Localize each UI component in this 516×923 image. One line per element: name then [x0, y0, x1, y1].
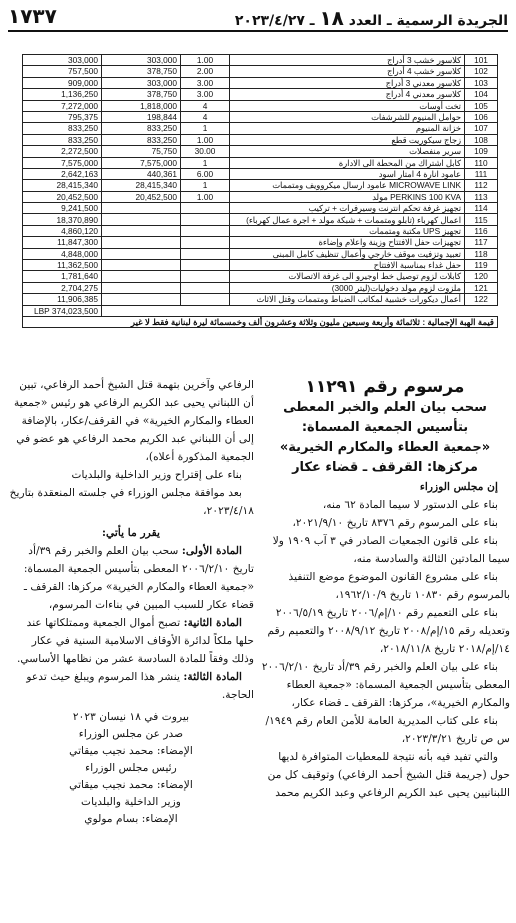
row-number: 106: [465, 111, 498, 122]
row-total: 4,848,000: [23, 248, 102, 259]
table-row: [23, 214, 498, 225]
left-text: [8, 376, 254, 520]
right-column: [260, 376, 510, 802]
article: [8, 614, 254, 668]
row-qty: 4: [181, 111, 230, 122]
row-price: [102, 294, 181, 305]
preamble-paragraph: بناء على الدستور لا سيما المادة ٦٢ منه،: [322, 498, 498, 511]
row-qty: 1: [181, 123, 230, 134]
row-qty: [181, 282, 230, 293]
table-row: [23, 203, 498, 214]
row-price: 198,844: [102, 111, 181, 122]
table-row: [23, 225, 498, 236]
gazette-title: [235, 6, 508, 30]
article-heading: المادة الأولى:: [181, 544, 242, 557]
table-row: [23, 294, 498, 305]
row-total: 4,860,120: [23, 225, 102, 236]
signature-line: بيروت في ١٨ نيسان ٢٠٢٣: [72, 710, 190, 723]
row-qty: [181, 237, 230, 248]
preamble-paragraph: بناء على قانون الجمعيات الصادر في ٣ آب ١٩٠٩ ولا سيما المادتين الثالثة والسادسة منه،: [272, 534, 510, 565]
row-qty: 1.00: [181, 55, 230, 66]
row-description: PERKINS 100 KVA مولد: [230, 191, 465, 202]
body-paragraph: بناء على إقتراح وزير الداخلية والبلديات: [71, 468, 242, 481]
row-qty: [181, 294, 230, 305]
row-description: تجهيز غرفة تحكم انترنت وسيرفرات + تركيب: [230, 203, 465, 214]
association-name: «جمعية العطاء والمكارم الخيرية»: [279, 440, 491, 455]
table-row: [23, 89, 498, 100]
row-number: 114: [465, 203, 498, 214]
row-total: 11,362,500: [23, 260, 102, 271]
table-row: [23, 146, 498, 157]
row-qty: 3.00: [181, 89, 230, 100]
row-number: 110: [465, 157, 498, 168]
row-description: تجهيزات حفل الافتتاح وزينة واعلام وإضاءة: [230, 237, 465, 248]
row-price: [102, 237, 181, 248]
row-total: 20,452,500: [23, 191, 102, 202]
page-number: ١٧٣٧: [8, 4, 57, 28]
row-description: كلاسور خشب 3 أدراج: [230, 55, 465, 66]
row-total: 1,136,250: [23, 89, 102, 100]
row-number: 103: [465, 77, 498, 88]
row-qty: 1.00: [181, 134, 230, 145]
row-price: [102, 225, 181, 236]
row-total: 9,241,500: [23, 203, 102, 214]
row-description: تعبيد وتزفيت موقف خارجي وأعمال تنظيف كامل المبنى: [230, 248, 465, 259]
row-qty: 4: [181, 100, 230, 111]
row-number: 108: [465, 134, 498, 145]
row-price: 303,000: [102, 77, 181, 88]
grand-total: LBP 374,023,500: [23, 305, 102, 316]
row-price: [102, 248, 181, 259]
row-number: 105: [465, 100, 498, 111]
article-heading: المادة الثالثة:: [183, 670, 242, 683]
row-qty: [181, 260, 230, 271]
table-row: [23, 237, 498, 248]
association-seat: مركزها: القرقف ـ قضاء عكار: [292, 460, 478, 475]
row-number: 101: [465, 55, 498, 66]
table-row: [23, 111, 498, 122]
row-price: 833,250: [102, 134, 181, 145]
row-total: 7,272,000: [23, 100, 102, 111]
row-number: 113: [465, 191, 498, 202]
decree-subject: سحب بيان العلم والخبر المعطى بتأسيس الجمعية المسماة:: [283, 400, 487, 435]
row-price: [102, 282, 181, 293]
signature-line: رئيس مجلس الوزراء: [85, 761, 177, 774]
row-price: 1,818,000: [102, 100, 181, 111]
row-description: ملزوت لزوم مولد دخوليات(ليتر 3000): [230, 282, 465, 293]
row-total: 28,415,340: [23, 180, 102, 191]
table-row: [23, 191, 498, 202]
preamble-paragraph: بناء على التعميم رقم ١٠/إم/٢٠٠٦ تاريخ ٢٠٠٦/٥/١٩ وتعديله رقم ١٥/إم/٢٠٠٨ تاريخ ٢٠٠٨/٩/١٢ والتعميم رقم ١٤/إم/٢٠١٨ تاريخ ٢٠١٨/١١/٨،: [267, 606, 510, 655]
total-row: [23, 305, 498, 316]
row-qty: [181, 271, 230, 282]
row-price: 7,575,000: [102, 157, 181, 168]
article-text: ينشر هذا المرسوم ويبلغ حيث تدعو الحاجة.: [26, 670, 254, 701]
preamble-paragraph: والتي تفيد فيه بأنه نتيجة للمعطيات المتوافرة لديها حول (جريمة قتل الشيخ أحمد الرفاعي) وتوقيف كل من اللبنانيين يحيى عبد الكريم الرفاعي وعبد الكريم محمد: [267, 750, 510, 799]
row-description: حوامل المنيوم للشرشفات: [230, 111, 465, 122]
row-total: 833,250: [23, 134, 102, 145]
article-heading: المادة الثانية:: [183, 616, 242, 629]
row-price: [102, 214, 181, 225]
row-number: 111: [465, 168, 498, 179]
row-number: 107: [465, 123, 498, 134]
row-price: 303,000: [102, 55, 181, 66]
decree-title: مرسوم رقم ١١٢٩١: [305, 377, 465, 397]
row-qty: [181, 225, 230, 236]
signature-line: الإمضاء: محمد نجيب ميقاتي: [69, 744, 193, 757]
row-qty: 1: [181, 180, 230, 191]
row-total: 11,906,385: [23, 294, 102, 305]
preamble-paragraph: بناء على كتاب المديرية العامة للأمن العام رقم ١٩٤٩/س ص تاريخ ٢٠٢٣/٣/٢١،: [265, 714, 510, 745]
table-row: [23, 134, 498, 145]
preamble-paragraph: بناء على المرسوم رقم ٨٣٧٦ تاريخ ٢٠٢١/٩/١٠،: [292, 516, 498, 529]
issuer-line: إن مجلس الوزراء: [419, 480, 498, 493]
row-description: عامود انارة 4 امتار اسود: [230, 168, 465, 179]
row-description: كلاسور معدني 4 أدراج: [230, 89, 465, 100]
row-total: 795,375: [23, 111, 102, 122]
table-row: [23, 271, 498, 282]
row-number: 118: [465, 248, 498, 259]
row-total: 757,500: [23, 66, 102, 77]
row-description: خزانة المنيوم: [230, 123, 465, 134]
row-total: 18,370,890: [23, 214, 102, 225]
table-row: [23, 157, 498, 168]
row-price: 833,250: [102, 123, 181, 134]
row-total: 7,575,000: [23, 157, 102, 168]
row-description: تجهيز UPS مكتبة ومتممات: [230, 225, 465, 236]
signature-line: الإمضاء: محمد نجيب ميقاتي: [69, 778, 193, 791]
table-row: [23, 282, 498, 293]
table-row: [23, 260, 498, 271]
row-qty: [181, 203, 230, 214]
preamble-paragraph: بناء على مشروع القانون الموضوع موضع التنفيذ بالمرسوم رقم ١٠٨٣٠ تاريخ ١٩٦٢/١٠/٩،: [288, 570, 510, 601]
articles: [8, 542, 254, 704]
row-description: زجاج سيكوريت قطع: [230, 134, 465, 145]
row-qty: 1: [181, 157, 230, 168]
article-text: تصبح أموال الجمعية وممتلكاتها عند حلها ملكاً لدائرة الأوقاف الاسلامية السنية في عكار وذلك وفقاً للمادة السادسة عشر من نظامها الأساسي.: [16, 616, 254, 665]
body-paragraph: الرفاعي وآخرين بتهمة قتل الشيخ أحمد الرفاعي، تبين أن اللبناني يحيى عبد الكريم الرفاعي هو رئيس «جمعية العطاء والمكارم الخيرية» في القرقف/عكار، بالإضافة إلى أن اللبناني عبد الكريم محمد الرفاعي هو عضو في الجمعية المذكورة أعلاه)،: [13, 378, 254, 463]
row-price: 20,452,500: [102, 191, 181, 202]
body-paragraph: بعد موافقة مجلس الوزراء في جلسته المنعقدة بتاريخ ٢٠٢٣/٤/١٨،: [9, 486, 254, 517]
row-price: 378,750: [102, 89, 181, 100]
row-total: 2,272,500: [23, 146, 102, 157]
row-qty: 2.00: [181, 66, 230, 77]
signature-line: صدر عن مجلس الوزراء: [78, 727, 184, 740]
row-price: [102, 203, 181, 214]
row-qty: [181, 248, 230, 259]
row-description: تخت أوسات: [230, 100, 465, 111]
preamble: [260, 496, 510, 802]
row-total: 1,781,640: [23, 271, 102, 282]
row-total: 303,000: [23, 55, 102, 66]
decides-line: يقرر ما يأتي:: [102, 526, 160, 539]
items-table: [22, 54, 498, 328]
preamble-paragraph: بناء على بيان العلم والخبر رقم ٣٩/أد تاريخ ٢٠٠٦/٢/١٠ المعطى بتأسيس الجمعية المسماة: «جمعية العطاء والمكارم الخيرية»، مركزها: القرقف ـ قضاء عكار،: [261, 660, 510, 709]
row-number: 109: [465, 146, 498, 157]
row-description: كابلات لزوم توصيل خط اوجيرو الى غرفة الاتصالات: [230, 271, 465, 282]
table-row: [23, 248, 498, 259]
row-total: 11,847,300: [23, 237, 102, 248]
table-row: [23, 77, 498, 88]
row-total: 2,642,163: [23, 168, 102, 179]
row-description: MICROWAVE LINK عامود ارسال ميكروويف ومتممات: [230, 180, 465, 191]
row-total: 909,000: [23, 77, 102, 88]
row-number: 121: [465, 282, 498, 293]
table-row: [23, 55, 498, 66]
row-number: 102: [465, 66, 498, 77]
page-header: [8, 4, 508, 32]
row-description: أعمال ديكورات خشبية لمكاتب الضباط ومتممات وقتل الاثاث: [230, 294, 465, 305]
signature-line: وزير الداخلية والبلديات: [81, 795, 181, 808]
row-price: 28,415,340: [102, 180, 181, 191]
total-words-value: ثلاثمائة وأربعة وسبعين مليون وثلاثة وعشرون ألف وخمسمائة ليرة لبنانية فقط لا غير: [130, 316, 420, 327]
left-column: [8, 376, 254, 827]
table-row: [23, 100, 498, 111]
row-qty: 30.00: [181, 146, 230, 157]
row-description: سرير منفصلات: [230, 146, 465, 157]
total-words-label: قيمة الهبة الإجمالية :: [422, 316, 494, 327]
issue-number: ١٨: [319, 6, 344, 30]
row-number: 116: [465, 225, 498, 236]
row-price: [102, 271, 181, 282]
row-description: اعمال كهرباء (تابلو ومتممات + شبكة مولد + اجرة عمال كهرباء): [230, 214, 465, 225]
row-number: 117: [465, 237, 498, 248]
row-number: 104: [465, 89, 498, 100]
table-row: [23, 66, 498, 77]
signatures: [8, 708, 254, 827]
row-total: 2,704,275: [23, 282, 102, 293]
row-qty: 6.00: [181, 168, 230, 179]
row-number: 115: [465, 214, 498, 225]
article: [8, 542, 254, 614]
table-row: [23, 168, 498, 179]
row-number: 112: [465, 180, 498, 191]
row-total: 833,250: [23, 123, 102, 134]
row-qty: 3.00: [181, 77, 230, 88]
gazette-name: الجريدة الرسمية ـ العدد: [348, 13, 508, 29]
total-description-row: [23, 316, 498, 327]
total-in-words: [23, 316, 498, 327]
row-number: 120: [465, 271, 498, 282]
row-description: حفل غداء بمناسبة الافتتاح: [230, 260, 465, 271]
row-number: 119: [465, 260, 498, 271]
row-number: 122: [465, 294, 498, 305]
issue-date: ـ ٢٠٢٣/٤/٢٧: [234, 13, 315, 29]
row-price: 75,750: [102, 146, 181, 157]
table-row: [23, 123, 498, 134]
row-description: كابل اشتراك من المحطة الى الادارة: [230, 157, 465, 168]
article: [8, 668, 254, 704]
row-price: 440,361: [102, 168, 181, 179]
row-price: [102, 260, 181, 271]
row-description: كلاسور معدني 3 أدراج: [230, 77, 465, 88]
row-qty: 1.00: [181, 191, 230, 202]
row-qty: [181, 214, 230, 225]
article-text: سحب بيان العلم والخبر رقم ٣٩/أد تاريخ ٢٠٠٦/٢/١٠ المعطى بتأسيس الجمعية المسماة: «جمعية العطاء والمكارم الخيرية» مركزها: القرقف ـ قضاء عكار للسبب المبين في بناءات المرسوم،: [23, 544, 254, 611]
table-row: [23, 180, 498, 191]
row-price: 378,750: [102, 66, 181, 77]
row-description: كلاسور خشب 4 أدراج: [230, 66, 465, 77]
signature-line: الإمضاء: بسام مولوي: [84, 812, 178, 825]
